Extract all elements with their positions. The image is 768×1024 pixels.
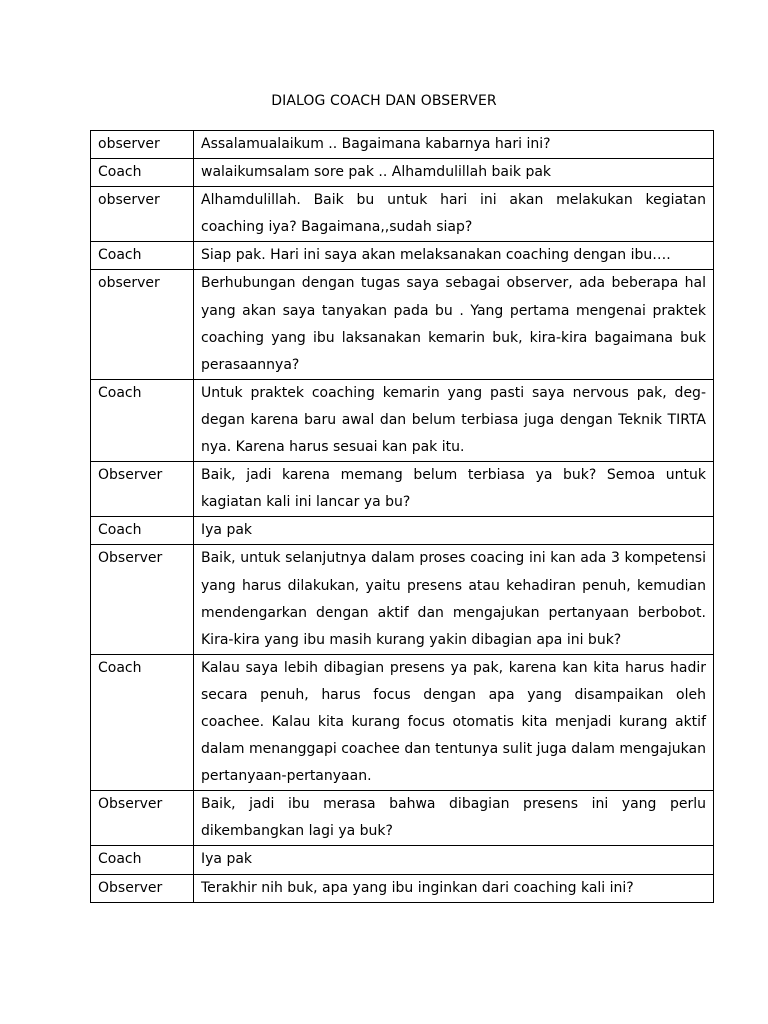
utterance-cell: Baik, jadi karena memang belum terbiasa ya buk? Semoa untuk kagiatan kali ini lancar ya bu?: [194, 462, 714, 517]
document-title: DIALOG COACH DAN OBSERVER: [271, 93, 497, 109]
table-row: [91, 654, 714, 790]
utterance-cell: walaikumsalam sore pak .. Alhamdulillah baik pak: [194, 159, 714, 187]
utterance-cell: Assalamualaikum .. Bagaimana kabarnya hari ini?: [194, 131, 714, 159]
table-row: [91, 846, 714, 874]
speaker-cell: Coach: [91, 242, 194, 270]
utterance-cell: Kalau saya lebih dibagian presens ya pak, karena kan kita harus hadir secara penuh, harus focus dengan apa yang disampaikan oleh coachee. Kalau kita kurang focus otomatis kita menjadi kurang aktif dalam menanggapi coachee dan tentunya sulit juga dalam mengajukan pertanyaan-pertanyaan.: [194, 654, 714, 790]
utterance-cell: Berhubungan dengan tugas saya sebagai observer, ada beberapa hal yang akan saya tanyakan pada bu . Yang pertama mengenai praktek coaching yang ibu laksanakan kemarin buk, kira-kira bagaimana buk perasaannya?: [194, 270, 714, 379]
speaker-cell: observer: [91, 131, 194, 159]
table-row: [91, 379, 714, 461]
utterance-cell: Baik, jadi ibu merasa bahwa dibagian presens ini yang perlu dikembangkan lagi ya buk?: [194, 791, 714, 846]
utterance-cell: Iya pak: [194, 517, 714, 545]
table-row: [91, 159, 714, 187]
speaker-cell: Observer: [91, 462, 194, 517]
table-row: [91, 545, 714, 654]
dialog-table: [90, 130, 714, 903]
utterance-cell: Terakhir nih buk, apa yang ibu inginkan dari coaching kali ini?: [194, 874, 714, 902]
speaker-cell: Observer: [91, 791, 194, 846]
table-row: [91, 874, 714, 902]
table-row: [91, 517, 714, 545]
speaker-cell: Observer: [91, 874, 194, 902]
speaker-cell: observer: [91, 187, 194, 242]
speaker-cell: Observer: [91, 545, 194, 654]
table-row: [91, 131, 714, 159]
speaker-cell: Coach: [91, 379, 194, 461]
speaker-cell: Coach: [91, 517, 194, 545]
table-row: [91, 462, 714, 517]
speaker-cell: observer: [91, 270, 194, 379]
speaker-cell: Coach: [91, 159, 194, 187]
speaker-cell: Coach: [91, 654, 194, 790]
table-row: [91, 242, 714, 270]
table-row: [91, 791, 714, 846]
table-row: [91, 187, 714, 242]
table-row: [91, 270, 714, 379]
utterance-cell: Iya pak: [194, 846, 714, 874]
speaker-cell: Coach: [91, 846, 194, 874]
utterance-cell: Baik, untuk selanjutnya dalam proses coacing ini kan ada 3 kompetensi yang harus dilakukan, yaitu presens atau kehadiran penuh, kemudian mendengarkan dengan aktif dan mengajukan pertanyaan berbobot. Kira-kira yang ibu masih kurang yakin dibagian apa ini buk?: [194, 545, 714, 654]
utterance-cell: Untuk praktek coaching kemarin yang pasti saya nervous pak, deg-degan karena baru awal dan belum terbiasa juga dengan Teknik TIRTA nya. Karena harus sesuai kan pak itu.: [194, 379, 714, 461]
utterance-cell: Siap pak. Hari ini saya akan melaksanakan coaching dengan ibu….: [194, 242, 714, 270]
utterance-cell: Alhamdulillah. Baik bu untuk hari ini akan melakukan kegiatan coaching iya? Bagaimana,,sudah siap?: [194, 187, 714, 242]
